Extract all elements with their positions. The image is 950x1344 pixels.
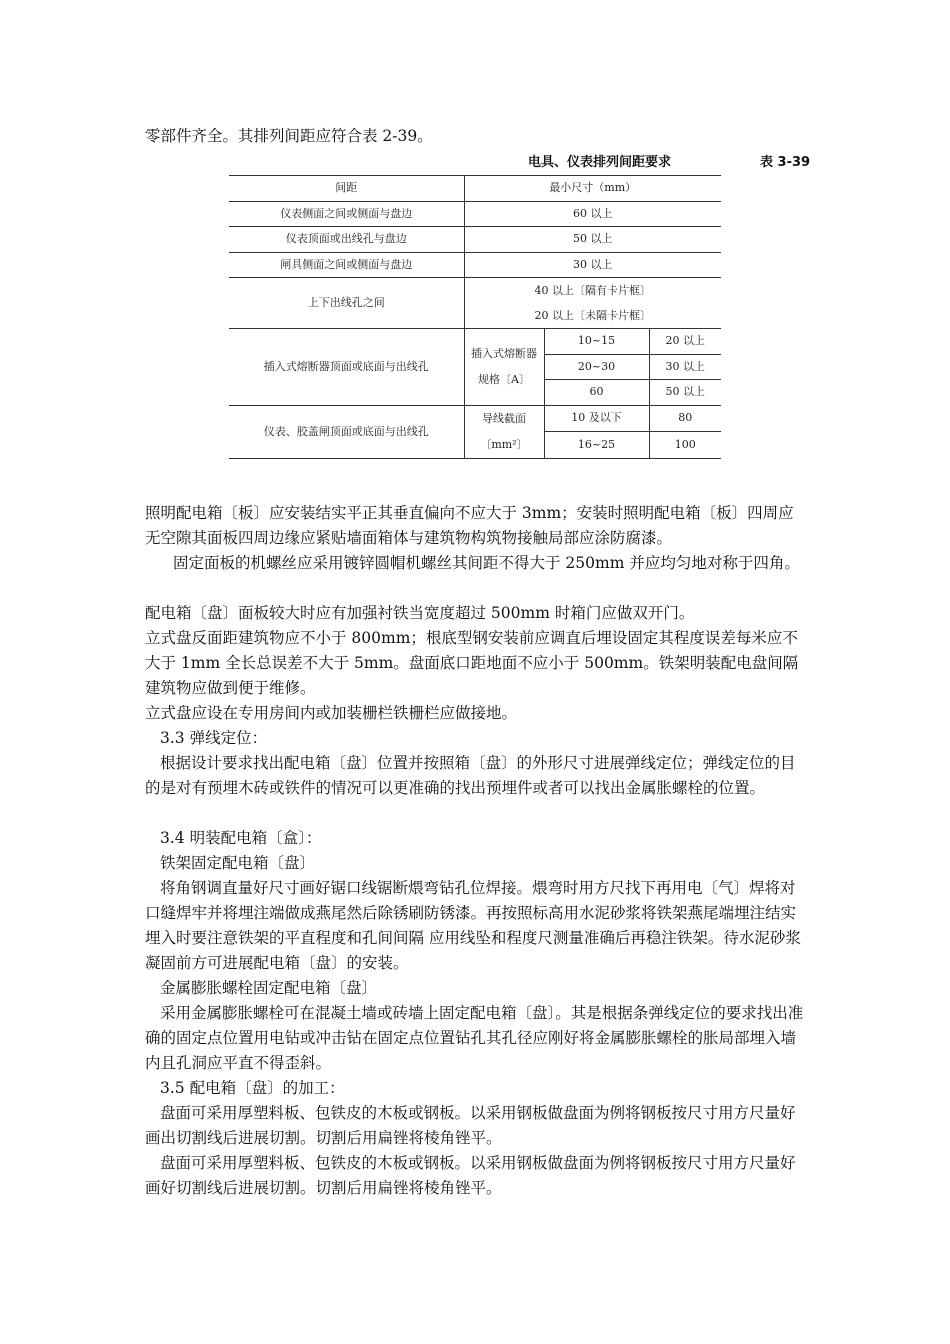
- paragraph: 固定面板的机螺丝应采用镀锌圆帽机螺丝其间距不得大于 250mm 并应均匀地对称于四角。: [173, 554, 800, 572]
- table-number: 表 3-39: [760, 155, 811, 170]
- paragraph: 照明配电箱〔板〕应安装结实平正其垂直偏向不应大于 3mm；安装时照明配电箱〔板〕四周应无空隙其面板四周边缘应紧贴墙面箱体与建筑物构筑物接触局部应涂防腐漆。: [145, 504, 794, 547]
- table-row: 上下出线孔之间 40 以上〔隔有卡片框〕 20 以上〔未隔卡片框〕: [229, 278, 721, 329]
- header-min-size: 最小尺寸（mm）: [464, 176, 721, 202]
- table-row: 插入式熔断器顶面或底面与出线孔 插入式熔断器 规格〔A〕 10~15 20 以上: [229, 329, 721, 355]
- header-spacing: 间距: [229, 176, 464, 202]
- subheading: 金属膨胀螺栓固定配电箱〔盘〕: [160, 979, 378, 997]
- table-row: 仪表侧面之间或侧面与盘边 60 以上: [229, 201, 721, 227]
- paragraph: 根据设计要求找出配电箱〔盘〕位置并按照箱〔盘〕的外形尺寸进展弹线定位；弹线定位的目的是对有预埋木砖或铁件的情况可以更准确的找出预埋件或者可以找出金属胀螺栓的位置。: [145, 754, 796, 797]
- paragraph: 采用金属膨胀螺栓可在混凝土墙或砖墙上固定配电箱〔盘〕。其是根据条弹线定位的要求找出准确的固定点位置用电钻或冲击钻在固定点位置钻孔其孔径应刚好将金属膨胀螺栓的胀局部埋入墙内且孔洞应平直不得歪斜。: [145, 1004, 804, 1072]
- table-row: 20~30 30 以上: [229, 354, 721, 380]
- spacing-table: [229, 175, 721, 459]
- paragraph: 将角钢调直量好尺寸画好锯口线锯断煨弯钻孔位焊接。煨弯时用方尺找下再用电〔气〕焊将对口缝焊牢并将埋注端做成燕尾然后除锈刷防锈漆。再按照标高用水泥砂浆将铁架燕尾端埋注结实埋入时要注意铁架的平直程度和孔间间隔 应用线坠和程度尺测量准确后再稳注铁架。待水泥砂浆凝固前方可进展配电箱〔盘〕的安装。: [145, 879, 801, 972]
- paragraph: 配电箱〔盘〕面板较大时应有加强衬铁当宽度超过 500mm 时箱门应做双开门。: [145, 604, 695, 622]
- paragraph: 立式盘反面距建筑物应不小于 800mm；根底型钢安装前应调直后埋设固定其程度误差每米应不大于 1mm 全长总误差不大于 5mm。盘面底口距地面不应小于 500mm。铁架明装配电盘间隔 建筑物应做到便于维修。: [145, 629, 799, 697]
- table-row: 仪表、胶盖闸顶面或底面与出线孔 导线截面 〔mm²〕 10 及以下 80: [229, 405, 721, 432]
- section-heading: 3.3 弹线定位：: [160, 729, 268, 747]
- paragraph: 盘面可采用厚塑料板、包铁皮的木板或钢板。以采用钢板做盘面为例将钢板按尺寸用方尺量好画好切割线后进展切割。切割后用扁锉将棱角锉平。: [145, 1154, 796, 1197]
- intro-line: 零部件齐全。其排列间距应符合表 2-39。: [145, 127, 433, 145]
- table-row: 16~25 100: [229, 432, 721, 459]
- section-heading: 3.4 明装配电箱〔盒〕：: [160, 829, 322, 847]
- table-row: 60 50 以上: [229, 380, 721, 406]
- subheading: 铁架固定配电箱〔盘〕: [160, 854, 316, 872]
- paragraph: 立式盘应设在专用房间内或加装栅栏铁栅栏应做接地。: [145, 704, 518, 722]
- table-caption: 电具、仪表排列间距要求: [528, 155, 672, 170]
- table-row: 闸具侧面之间或侧面与盘边 30 以上: [229, 252, 721, 278]
- section-heading: 3.5 配电箱〔盘〕的加工：: [160, 1079, 345, 1097]
- table-row: 仪表顶面或出线孔与盘边 50 以上: [229, 227, 721, 253]
- paragraph: 盘面可采用厚塑料板、包铁皮的木板或钢板。以采用钢板做盘面为例将钢板按尺寸用方尺量好画出切割线后进展切割。切割后用扁锉将棱角锉平。: [145, 1104, 796, 1147]
